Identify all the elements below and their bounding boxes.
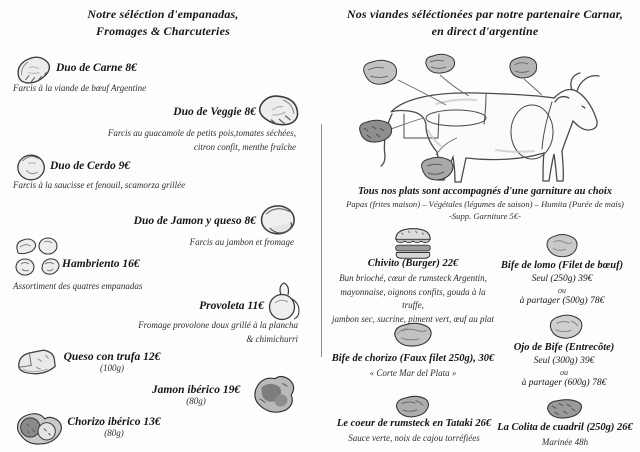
right-title-line1: Nos viandes séléctionées par notre partenaire Carnar, — [346, 7, 624, 21]
cheese-wheel-icon — [15, 346, 59, 381]
garniture-line1: Tous nos plats sont accompagnés d'une garniture au choix — [358, 186, 612, 197]
menu-item-desc-carne: Farcis à la viande de bœuf Argentine — [13, 83, 147, 93]
menu-item-name-queso-trufa: Queso con trufa 12€ — [63, 351, 161, 363]
menu-item-weight-jamon-iberico: (80g) — [186, 396, 206, 406]
menu-item-name-veggie: Duo de Veggie 8€ — [173, 106, 256, 118]
menu-item-weight-chorizo-iberico: (80g) — [104, 428, 124, 438]
left-title-line1: Notre séléction d'empanadas, — [87, 7, 239, 21]
provoleta-desc-line2: & chimichurri — [246, 333, 298, 344]
bife-lomo-ou: ou — [558, 286, 566, 295]
menu-item-queso-trufa — [60, 351, 164, 373]
left-title-line2: Fromages & Charcuteries — [96, 24, 230, 38]
burger-icon — [390, 226, 436, 261]
bife-chorizo-desc: « Corte Mar del Plata » — [369, 368, 457, 378]
menu-item-name-hambriento: Hambriento 16€ — [62, 258, 140, 270]
menu-item-weight-queso-trufa: (100g) — [100, 363, 124, 373]
menu-item-desc-jamon-queso: Farcis au jambon et fromage — [189, 237, 294, 247]
right-column-title — [330, 6, 640, 40]
cow-cuts-diagram — [336, 48, 638, 188]
garniture-note — [332, 185, 638, 222]
menu-item-name-ojo-bife: Ojo de Bife (Entrecôte) — [513, 342, 615, 353]
ojo-bife-price-share: à partager (600g) 78€ — [521, 378, 607, 388]
menu-item-desc-provoleta — [138, 319, 298, 346]
ojo-bife-ou: ou — [560, 368, 568, 377]
menu-item-desc-cerdo: Farcis à la saucisse et fenouil, scamorza grillée — [13, 180, 186, 190]
menu-item-desc-hambriento: Assortiment des quatres empanadas — [13, 281, 143, 291]
menu-item-name-colita: La Colita de cuadril (250g) 26€ — [497, 422, 633, 433]
menu-item-chorizo-iberico — [62, 416, 166, 438]
menu-item-name-carne: Duo de Carne 8€ — [56, 62, 137, 74]
menu-item-ojo-bife — [496, 342, 632, 389]
empanada-cluster-icon — [14, 237, 62, 279]
steak-cut-icon — [547, 312, 585, 342]
ham-slices-icon — [250, 372, 298, 415]
menu-item-name-chivito: Chivito (Burger) 22€ — [367, 258, 459, 269]
veggie-desc-line2: citron confit, menthe fraîche — [193, 141, 296, 152]
empanada-icon — [258, 201, 300, 241]
left-column-title — [0, 6, 326, 40]
garniture-line3: -Supp. Garniture 5€- — [448, 210, 521, 221]
menu-item-tataki — [328, 418, 500, 446]
menu-item-name-bife-chorizo: Bife de chorizo (Faux filet 250g), 30€ — [331, 353, 495, 364]
menu-item-colita — [496, 422, 634, 450]
menu-item-desc-veggie — [108, 127, 296, 154]
menu-item-name-tataki: Le coeur de rumsteck en Tataki 26€ — [336, 418, 492, 429]
menu-item-bife-chorizo — [330, 353, 496, 381]
right-title-line2: en direct d'argentine — [431, 24, 539, 38]
menu-item-chivito — [332, 258, 494, 326]
menu-item-name-jamon-queso: Duo de Jamon y queso 8€ — [133, 215, 256, 227]
colita-desc: Marinée 48h — [541, 437, 589, 447]
menu-item-name-jamon-iberico: Jamon ibérico 19€ — [151, 384, 241, 396]
provoleta-desc-line1: Fromage provolone doux grillé à la plancha — [138, 320, 298, 330]
steak-cut-icon — [392, 320, 434, 350]
menu-item-name-cerdo: Duo de Cerdo 9€ — [50, 160, 131, 172]
menu-item-name-provoleta: Provoleta 11€ — [199, 300, 264, 312]
steak-cut-icon — [544, 231, 580, 261]
chorizo-slices-icon — [14, 407, 64, 448]
bife-lomo-price-single: Seul (250g) 39€ — [531, 274, 593, 284]
menu-item-name-chorizo-iberico: Chorizo ibérico 13€ — [67, 416, 161, 428]
empanada-icon — [257, 92, 302, 130]
steak-cut-icon — [393, 393, 431, 420]
column-divider — [321, 124, 322, 357]
veggie-desc-line1: Farcis au guacamole de petits pois,tomates séchées, — [107, 128, 296, 138]
bife-lomo-price-share: à partager (500g) 78€ — [519, 296, 605, 306]
tataki-desc: Sauce verte, noix de cajou torréfiées — [348, 433, 480, 443]
chivito-desc-line3: jambon sec, sucrine, piment vert, œuf au plat — [332, 313, 494, 324]
menu-item-jamon-iberico — [146, 384, 246, 406]
ojo-bife-price-single: Seul (300g) 39€ — [533, 356, 595, 366]
chivito-desc-line1: Bun brioché, cœur de rumsteck Argentin, — [339, 273, 487, 283]
chivito-desc-line2: mayonnaise, oignons confits, gouda à la truffe, — [340, 286, 486, 310]
steak-cut-icon — [544, 396, 584, 421]
menu-item-name-bife-lomo: Bife de lomo (Filet de bœuf) — [500, 260, 624, 271]
provoleta-cheese-icon — [265, 281, 302, 321]
menu-item-bife-lomo — [494, 260, 630, 307]
garniture-line2: Papas (frites maison) – Végétales (légumes de saison) – Humita (Purée de maïs) — [346, 199, 624, 209]
